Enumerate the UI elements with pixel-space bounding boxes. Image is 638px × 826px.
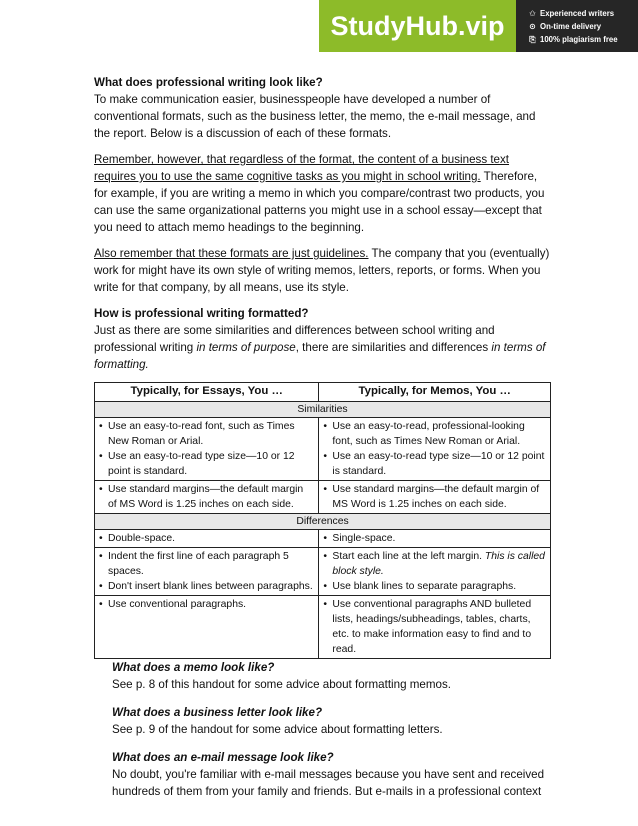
- text-run: Therefore, for example, if you are writing a memo in which you compare/contrast two products, you can use the same organizational patterns you might use in a school essay—except that you need to attach memo headings to the beginning.: [94, 170, 545, 234]
- table-row: [95, 418, 551, 481]
- table-row: [95, 596, 551, 659]
- text-run: Just as there are some similarities and differences between school writing and professional writing: [94, 324, 495, 354]
- underlined-text: Also remember that these formats are just guidelines.: [94, 247, 369, 260]
- cell-text: Use an easy-to-read type size—10 or 12 point is standard.: [332, 451, 545, 477]
- document-icon: ⎘: [529, 34, 536, 44]
- bullet: •: [99, 599, 103, 610]
- table-cell: [319, 596, 551, 659]
- section-label: Similarities: [95, 402, 551, 418]
- feature-experienced-writers: [528, 7, 618, 20]
- underlined-text: Remember, however, that regardless of the format, the content of a business text requires you to use the same cognitive tasks as you might in school writing.: [94, 153, 510, 183]
- table-row: [95, 530, 551, 548]
- studyhub-logo[interactable]: StudyHub.vip: [319, 0, 516, 52]
- cell-text: Use standard margins—the default margin of MS Word is 1.25 inches on each side.: [332, 484, 540, 510]
- bullet: •: [323, 581, 328, 592]
- bullet: •: [323, 533, 328, 544]
- italic-text: This is called block style.: [332, 551, 545, 577]
- star-icon: ✩: [529, 8, 536, 18]
- feature-label: Experienced writers: [540, 8, 615, 18]
- heading-professional-writing: What does professional writing look like?: [94, 76, 323, 89]
- table-cell: [319, 418, 551, 481]
- list-item: [99, 482, 314, 512]
- list-item: [99, 597, 314, 612]
- table-cell: [95, 548, 319, 596]
- column-header-memos: Typically, for Memos, You …: [319, 383, 551, 402]
- cell-text: Use conventional paragraphs AND bulleted lists, headings/subheadings, tables, charts, etc. to make information easy to find and to read.: [332, 599, 532, 655]
- cell-text: Double-space.: [108, 533, 176, 544]
- table-row: [95, 481, 551, 514]
- studyhub-banner[interactable]: [319, 0, 638, 52]
- paragraph-remember: [94, 151, 552, 236]
- list-item: [323, 531, 546, 546]
- table-cell: [95, 530, 319, 548]
- list-item: [99, 549, 314, 579]
- table-cell: [319, 548, 551, 596]
- bullet: •: [99, 533, 103, 544]
- comparison-table: [94, 382, 551, 659]
- list-item: [99, 531, 314, 546]
- section-row-similarities: [95, 402, 551, 418]
- answer-email: No doubt, you're familiar with e-mail messages because you have sent and received hundreds of them from your family and friends. But e-mails in a professional context: [112, 768, 545, 798]
- column-header-essays: Typically, for Essays, You …: [95, 383, 319, 402]
- table-cell: [95, 481, 319, 514]
- bullet: •: [323, 421, 328, 432]
- section-row-differences: [95, 514, 551, 530]
- cell-text: Use an easy-to-read, professional-looking font, such as Times New Roman or Arial.: [332, 421, 525, 447]
- list-item: [99, 419, 314, 449]
- subsection-list: [112, 659, 552, 800]
- list-item: [323, 549, 546, 579]
- feature-plagiarism-free: [528, 33, 618, 46]
- table-cell: [319, 481, 551, 514]
- feature-label: On-time delivery: [540, 21, 602, 31]
- paragraph-intro: To make communication easier, businesspeople have developed a number of conventional formats, such as the business letter, the memo, the e-mail message, and the report. Below is a discussion of each of these formats.: [94, 93, 536, 140]
- table-cell: [319, 530, 551, 548]
- bullet: •: [99, 581, 103, 592]
- bullet: •: [99, 484, 103, 495]
- cell-text: [332, 549, 546, 579]
- list-item: [323, 579, 546, 594]
- section-label: Differences: [95, 514, 551, 530]
- answer-business-letter: See p. 9 of the handout for some advice about formatting letters.: [112, 723, 443, 736]
- feature-label: 100% plagiarism free: [540, 34, 618, 44]
- answer-memo: See p. 8 of this handout for some advice about formatting memos.: [112, 678, 451, 691]
- bullet: •: [323, 451, 328, 462]
- banner-features: [516, 7, 618, 46]
- cell-text: Use an easy-to-read type size—10 or 12 point is standard.: [108, 451, 295, 477]
- cell-text: Don't insert blank lines between paragraphs.: [108, 581, 313, 592]
- cell-text: Use standard margins—the default margin of MS Word is 1.25 inches on each side.: [108, 484, 304, 510]
- heading-formatted: How is professional writing formatted?: [94, 307, 309, 320]
- table-cell: [95, 596, 319, 659]
- bullet: •: [99, 451, 103, 462]
- list-item: [323, 482, 546, 512]
- italic-text: in terms of purpose: [196, 341, 296, 354]
- list-item: [99, 579, 314, 594]
- italic-text: in terms of formatting.: [94, 341, 546, 371]
- text-run: , there are similarities and differences: [295, 341, 492, 354]
- text-run: The company that you (eventually) work for might have its own style of writing memos, letters, reports, or forms. When you write for that company, by all means, use its style.: [94, 247, 550, 294]
- document-body: [94, 74, 552, 800]
- text-run: Start each line at the left margin.: [332, 551, 485, 562]
- cell-text: Single-space.: [332, 533, 396, 544]
- list-item: [99, 449, 314, 479]
- cell-text: Use an easy-to-read font, such as Times New Roman or Arial.: [108, 421, 295, 447]
- list-item: [323, 597, 546, 657]
- bullet: •: [323, 551, 328, 562]
- bullet: •: [323, 599, 328, 610]
- list-item: [323, 419, 546, 449]
- question-email: What does an e-mail message look like?: [112, 751, 334, 764]
- table-row: [95, 548, 551, 596]
- bullet: •: [99, 551, 103, 562]
- paragraph-similarities: [94, 322, 552, 373]
- bullet: •: [99, 421, 103, 432]
- table-cell: [95, 418, 319, 481]
- cell-text: Indent the first line of each paragraph 5 spaces.: [108, 551, 289, 577]
- paragraph-guidelines: [94, 245, 552, 296]
- cell-text: Use conventional paragraphs.: [108, 599, 247, 610]
- cell-text: Use blank lines to separate paragraphs.: [332, 581, 517, 592]
- feature-on-time-delivery: [528, 20, 618, 33]
- list-item: [323, 449, 546, 479]
- question-memo: What does a memo look like?: [112, 661, 275, 674]
- bullet: •: [323, 484, 328, 495]
- question-business-letter: What does a business letter look like?: [112, 706, 323, 719]
- clock-icon: ⊙: [529, 21, 536, 31]
- table-header-row: [95, 383, 551, 402]
